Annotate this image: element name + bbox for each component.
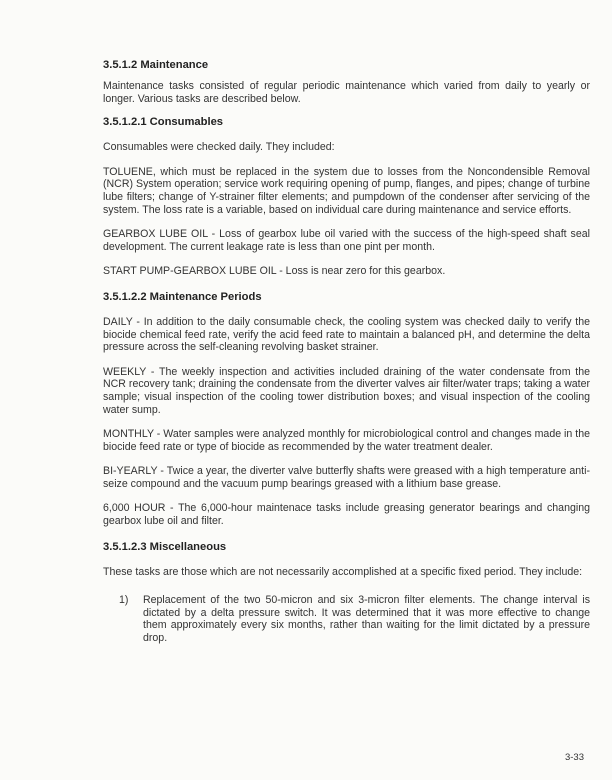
paragraph-6000-hour: 6,000 HOUR - The 6,000-hour maintenace tasks include greasing generator bearings and changing gearbox lube oil and filter. xyxy=(103,502,590,528)
list-item xyxy=(103,594,590,644)
heading-maintenance: 3.5.1.2 Maintenance xyxy=(103,59,209,71)
paragraph-toluene: TOLUENE, which must be replaced in the system due to losses from the Noncondensible Removal (NCR) System operation; service work requiring opening of pump, flanges, and pipes; change of turbine lube filters; change of Y-strainer filter elements; and pumpdown of the condenser after servicing of the system. The loss rate is a variable, based on individual care during maintenance and service efforts. xyxy=(103,165,590,216)
paragraph-maintenance-intro: Maintenance tasks consisted of regular periodic maintenance which varied from daily to yearly or longer. Various tasks are described below. xyxy=(103,80,590,105)
list-item-text: Replacement of the two 50-micron and six 3-micron filter elements. The change interval is dictated by a delta pressure switch. It was determined that it was more effective to change them approximately every six months, rather than waiting for the limit dictated by a pressure drop. xyxy=(143,594,590,645)
heading-miscellaneous: 3.5.1.2.3 Miscellaneous xyxy=(103,540,227,553)
page-number: 3-33 xyxy=(564,752,584,763)
paragraph-start-pump-gearbox-lube-oil: START PUMP-GEARBOX LUBE OIL - Loss is near zero for this gearbox. xyxy=(103,265,446,278)
paragraph-weekly: WEEKLY - The weekly inspection and activities included draining of the water condensate from the NCR recovery tank; draining the condensate from the diverter valves air filter/water traps; taking a water sample; visual inspection of the cooling tower distribution boxes; and visual inspection of the cooling water sump. xyxy=(103,365,590,416)
paragraph-consumables-intro: Consumables were checked daily. They included: xyxy=(103,141,335,154)
paragraph-bi-yearly: BI-YEARLY - Twice a year, the diverter valve butterfly shafts were greased with a high temperature anti-seize compound and the vacuum pump bearings greased with a lithium base grease. xyxy=(103,465,590,490)
paragraph-miscellaneous-intro: These tasks are those which are not necessarily accomplished at a specific fixed period. They include: xyxy=(103,565,583,578)
list-item-number: 1) xyxy=(119,594,129,607)
miscellaneous-task-list xyxy=(103,594,590,644)
paragraph-monthly: MONTHLY - Water samples were analyzed monthly for microbiological control and changes made in the biocide feed rate or type of biocide as recommended by the water treatment dealer. xyxy=(103,428,590,453)
heading-maintenance-periods: 3.5.1.2.2 Maintenance Periods xyxy=(103,290,262,303)
paragraph-daily: DAILY - In addition to the daily consumable check, the cooling system was checked daily to verify the biocide chemical feed rate, verify the acid feed rate to maintain a balanced pH, and determine the delta pressure across the self-cleaning revolving basket strainer. xyxy=(103,315,590,354)
paragraph-gearbox-lube-oil: GEARBOX LUBE OIL - Loss of gearbox lube oil varied with the success of the high-speed shaft seal development. The current leakage rate is less than one pint per month. xyxy=(103,228,590,253)
heading-consumables: 3.5.1.2.1 Consumables xyxy=(103,116,224,129)
